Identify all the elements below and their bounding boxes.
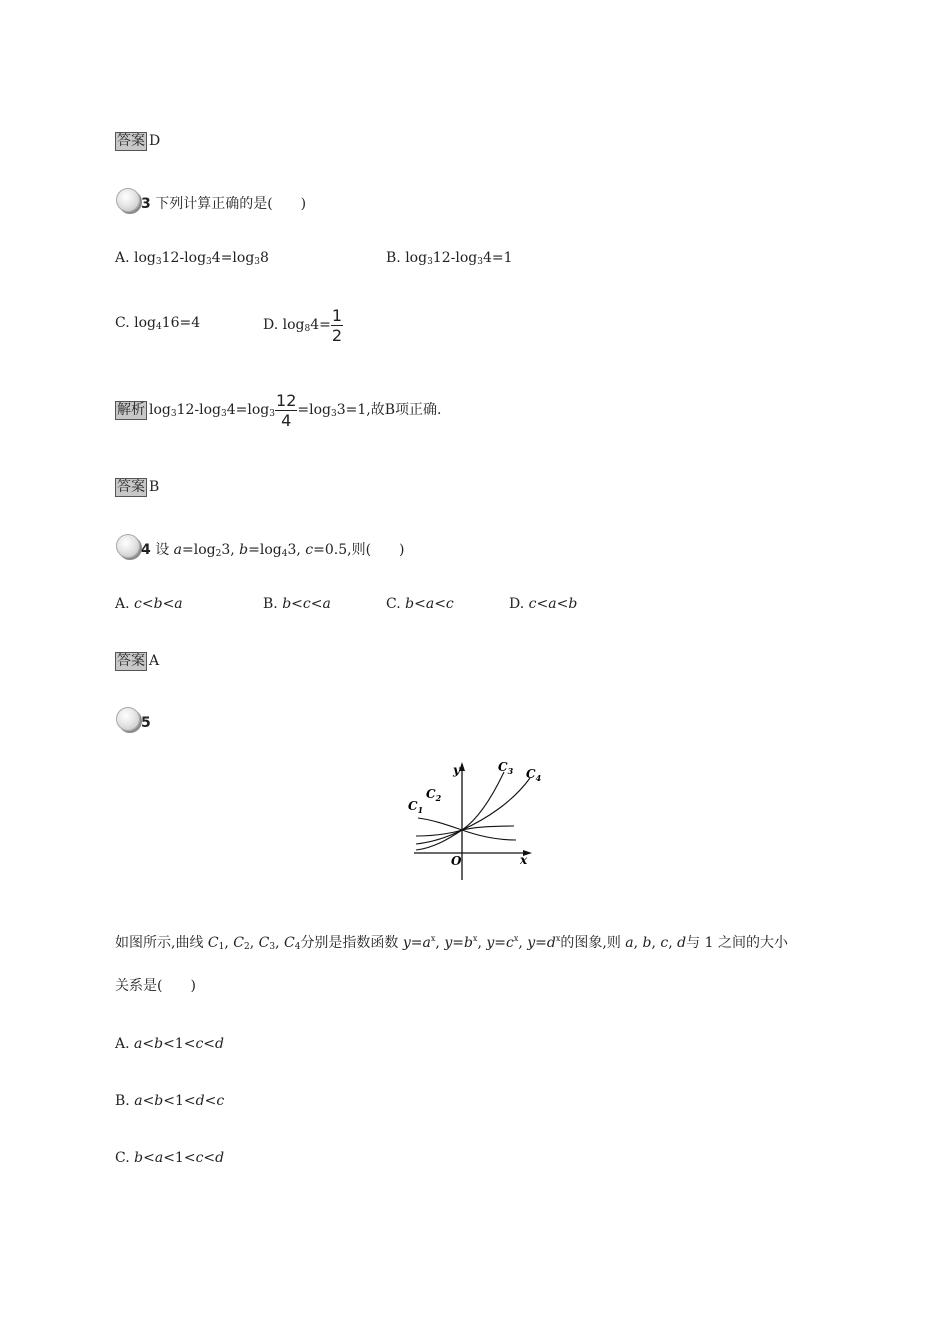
q3-option-c: C. $\log_416=4$ <box>115 315 201 332</box>
axis-label-x: x <box>520 853 528 867</box>
question-bullet-icon <box>116 534 140 558</box>
q4-option-d: D. c<a<b <box>509 596 578 612</box>
question-4-stem: 4 设 $a=\log_23$, $b=\log_43$, c=0.5,则( ) <box>141 542 405 559</box>
question-5-number: 5 <box>141 715 151 731</box>
answer-value: D <box>149 133 161 149</box>
curve-label-c1: $C_1$ <box>408 799 424 815</box>
q3-option-b: B. $\log_312-\log_34=1$ <box>386 250 513 267</box>
q4-option-a: A. c<b<a <box>115 596 183 612</box>
axis-label-y: y <box>453 763 460 777</box>
curve-c3 <box>416 772 504 850</box>
answer-tag: 答案 <box>117 479 145 495</box>
origin-label: O <box>451 854 462 868</box>
q5-option-a: A. a<b<1<c<d <box>115 1036 224 1052</box>
q5-option-b: B. a<b<1<d<c <box>115 1093 225 1109</box>
q5-option-c: C. b<a<1<c<d <box>115 1150 225 1166</box>
q4-answer-row <box>115 651 159 671</box>
q4-option-c: C. b<a<c <box>386 596 454 612</box>
q5-stem-line-2: 关系是( ) <box>115 978 196 994</box>
answer-value: B <box>149 479 160 495</box>
fraction: $\frac{1}{2}$ <box>331 305 343 345</box>
question-bullet-icon <box>116 188 140 212</box>
q3-option-a: A. $\log_312-\log_34=\log_38$ <box>115 250 269 267</box>
question-bullet-icon <box>116 707 140 731</box>
curve-label-c4: $C_4$ <box>526 767 542 783</box>
curve-label-c3: $C_3$ <box>498 760 514 776</box>
curve-label-c2: $C_2$ <box>426 787 442 803</box>
q3-option-d: D. $\log_84=$ $\frac{1}{2}$ <box>263 305 343 345</box>
q4-option-b: B. b<c<a <box>263 596 331 612</box>
prev-answer-row <box>115 131 160 151</box>
question-3-stem <box>141 194 306 214</box>
exponential-curves-figure <box>404 758 544 883</box>
analysis-tag: 解析 <box>117 402 145 418</box>
q5-stem-line-1: 如图所示,曲线 $C_1$, $C_2$, $C_3$, $C_4$分别是指数函数 $y=a^x$, $y=b^x$, $y=c^x$, $y=d^x$的图象,则 a, b, c, d与 1 之间的大小 <box>115 934 788 952</box>
q3-analysis: 解析 $\log_312-\log_34=\log_3$ $\frac{12}{4}$ $=\log_33=1$,故B项正确. <box>117 390 442 430</box>
q3-answer-row <box>115 477 159 497</box>
fraction: $\frac{12}{4}$ <box>276 390 297 430</box>
answer-value: A <box>149 653 160 669</box>
question-number: 3 <box>141 196 151 212</box>
question-text: 下列计算正确的是( ) <box>155 196 307 212</box>
answer-tag: 答案 <box>117 133 145 149</box>
answer-tag: 答案 <box>117 653 145 669</box>
